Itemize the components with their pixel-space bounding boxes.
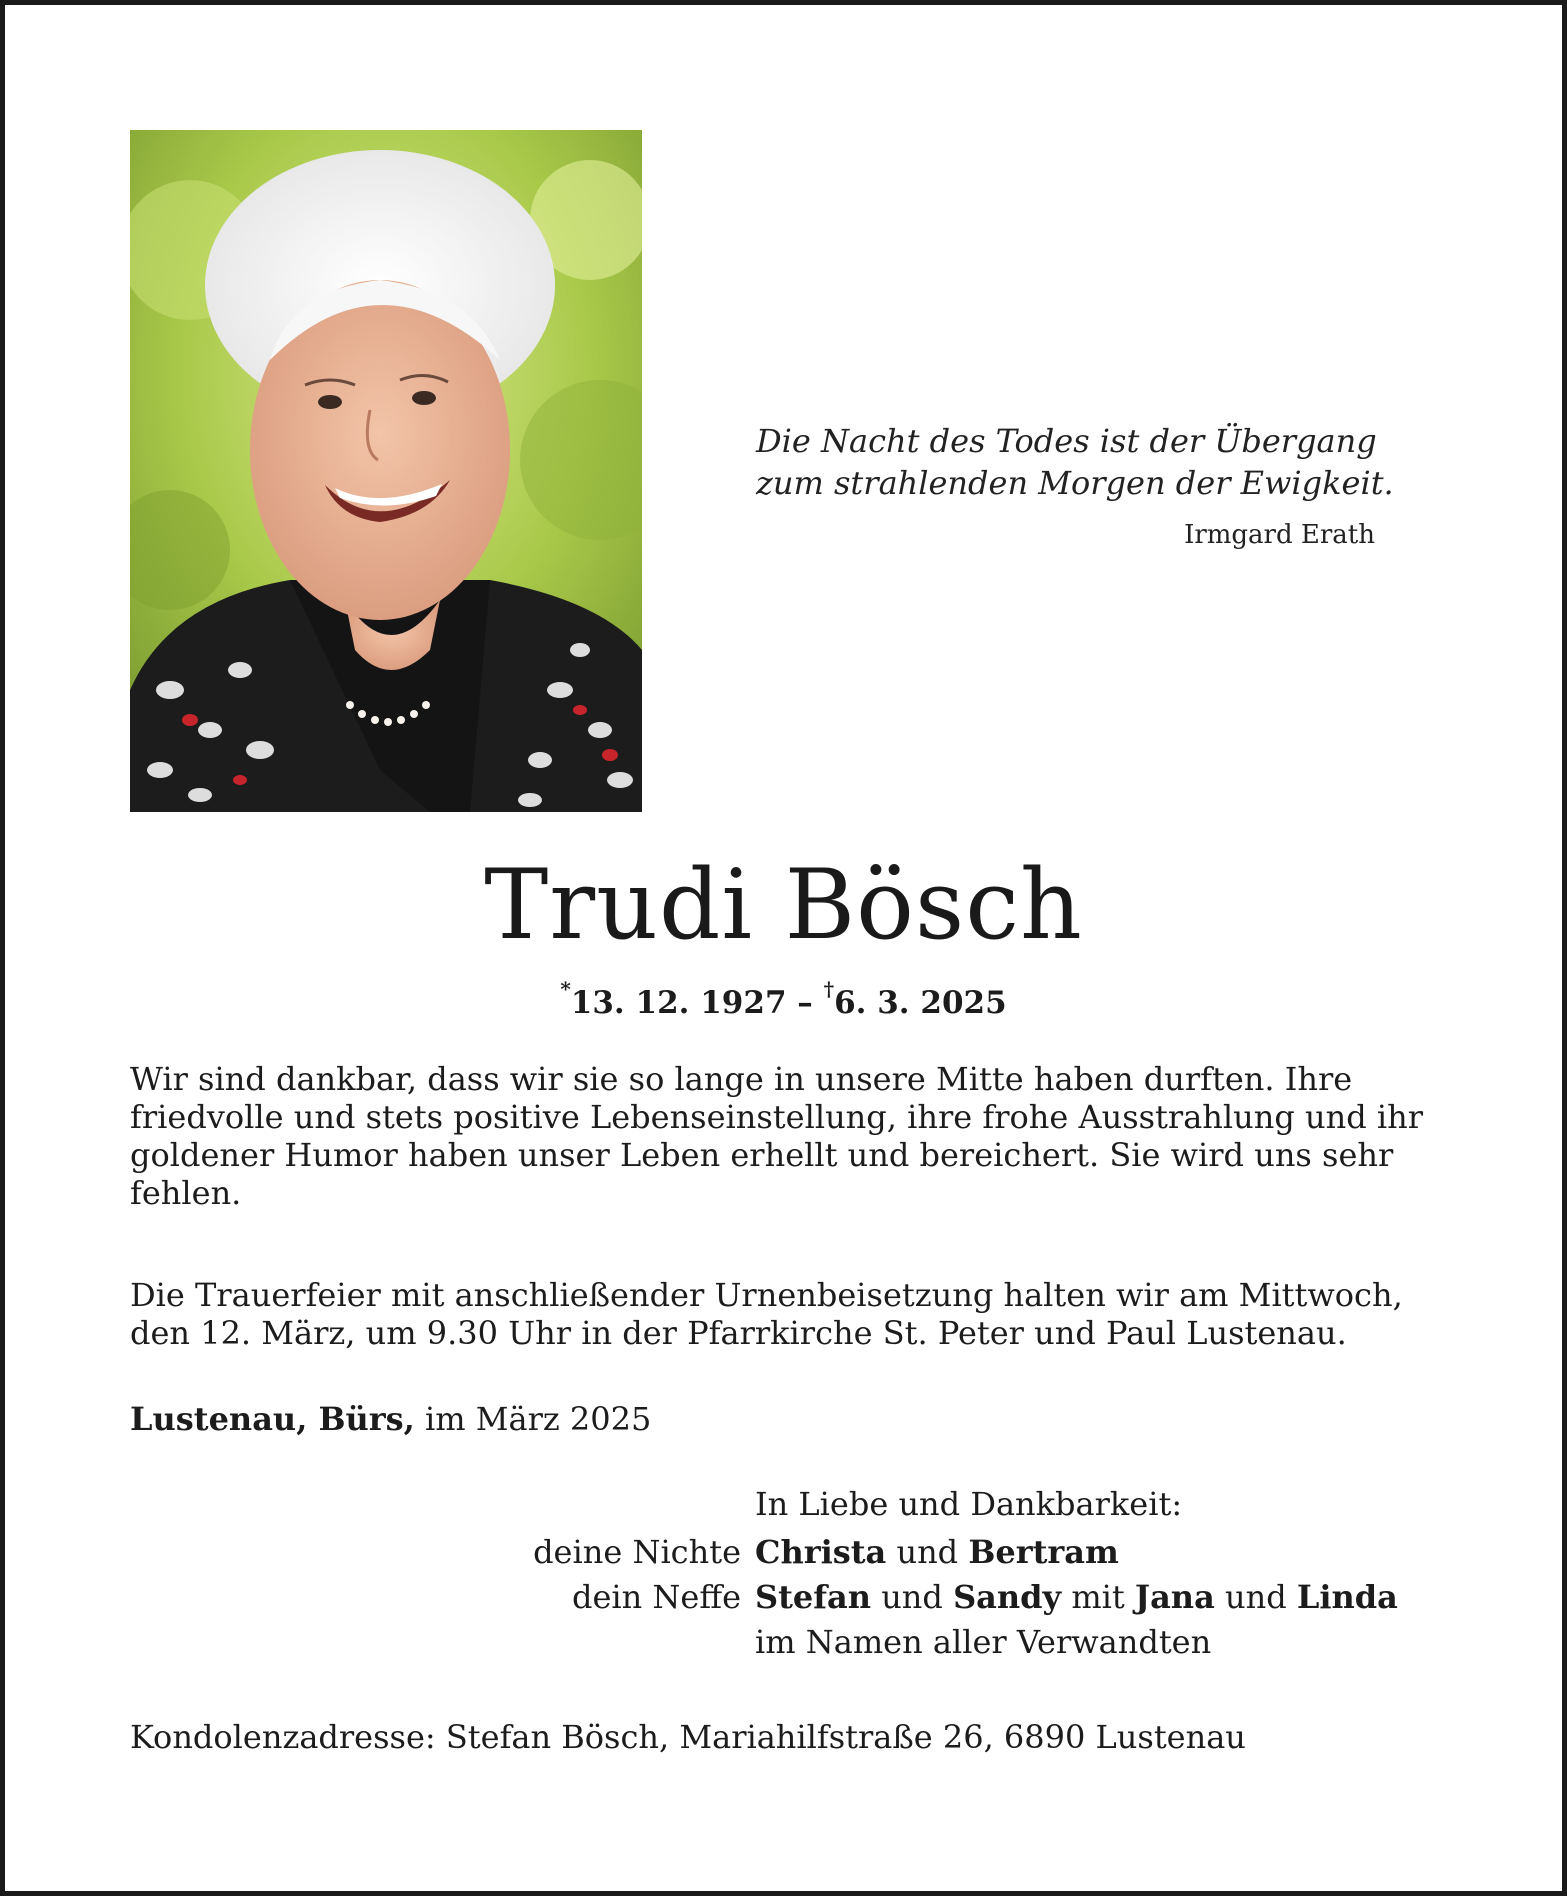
signature-closing: im Namen aller Verwandten: [755, 1623, 1212, 1661]
month-year: im März 2025: [414, 1400, 652, 1438]
relative-name: Linda: [1296, 1578, 1398, 1616]
epitaph-quote: [756, 420, 1396, 504]
conjunction: und: [871, 1578, 954, 1616]
conjunction: und: [1214, 1578, 1297, 1616]
quote-author: Irmgard Erath: [1184, 520, 1375, 550]
deceased-name: Trudi Bösch: [484, 849, 1083, 961]
quote-line-2: zum strahlenden Morgen der Ewigkeit.: [756, 464, 1394, 502]
birth-mark: *: [560, 977, 571, 1001]
gratitude-paragraph: Wir sind dankbar, dass wir sie so lange in unsere Mitte haben durften. Ihre friedvolle und stets positive Lebenseinstellung, ihre frohe Ausstrahlung und ihr goldener Humor haben unser Leben erhellt und bereichert. Sie wird uns sehr fehlen.: [130, 1060, 1424, 1212]
place-names: Lustenau, Bürs,: [130, 1400, 415, 1438]
relation-label: deine Nichte: [533, 1533, 741, 1571]
conjunction: mit: [1061, 1578, 1135, 1616]
signature-heading: In Liebe und Dankbarkeit:: [755, 1485, 1183, 1523]
condolence-address: Kondolenzadresse: Stefan Bösch, Mariahilfstraße 26, 6890 Lustenau: [130, 1718, 1246, 1756]
life-dates: [0, 977, 1567, 1021]
birth-date: 13. 12. 1927 –: [570, 985, 824, 1021]
conjunction: und: [886, 1533, 969, 1571]
relation-label: dein Neffe: [571, 1578, 741, 1616]
relative-name: Stefan: [755, 1578, 872, 1616]
relative-names: [755, 1578, 1398, 1616]
quote-line-1: Die Nacht des Todes ist der Übergang: [756, 422, 1377, 460]
relative-name: Bertram: [968, 1533, 1119, 1571]
place-and-date: [130, 1400, 651, 1438]
relative-name: Jana: [1134, 1578, 1215, 1616]
death-mark: †: [823, 977, 835, 1001]
signature-row: [0, 1533, 1567, 1573]
portrait-photo: [130, 130, 642, 812]
relative-names: [755, 1533, 1119, 1571]
signature-row: [0, 1578, 1567, 1618]
relative-name: Christa: [755, 1533, 887, 1571]
signature-row: [0, 1623, 1567, 1663]
relative-name: Sandy: [953, 1578, 1062, 1616]
death-date: 6. 3. 2025: [834, 985, 1007, 1021]
funeral-paragraph: Die Trauerfeier mit anschließender Urnenbeisetzung halten wir am Mittwoch, den 12. März, um 9.30 Uhr in der Pfarrkirche St. Peter und Paul Lustenau.: [130, 1276, 1403, 1352]
